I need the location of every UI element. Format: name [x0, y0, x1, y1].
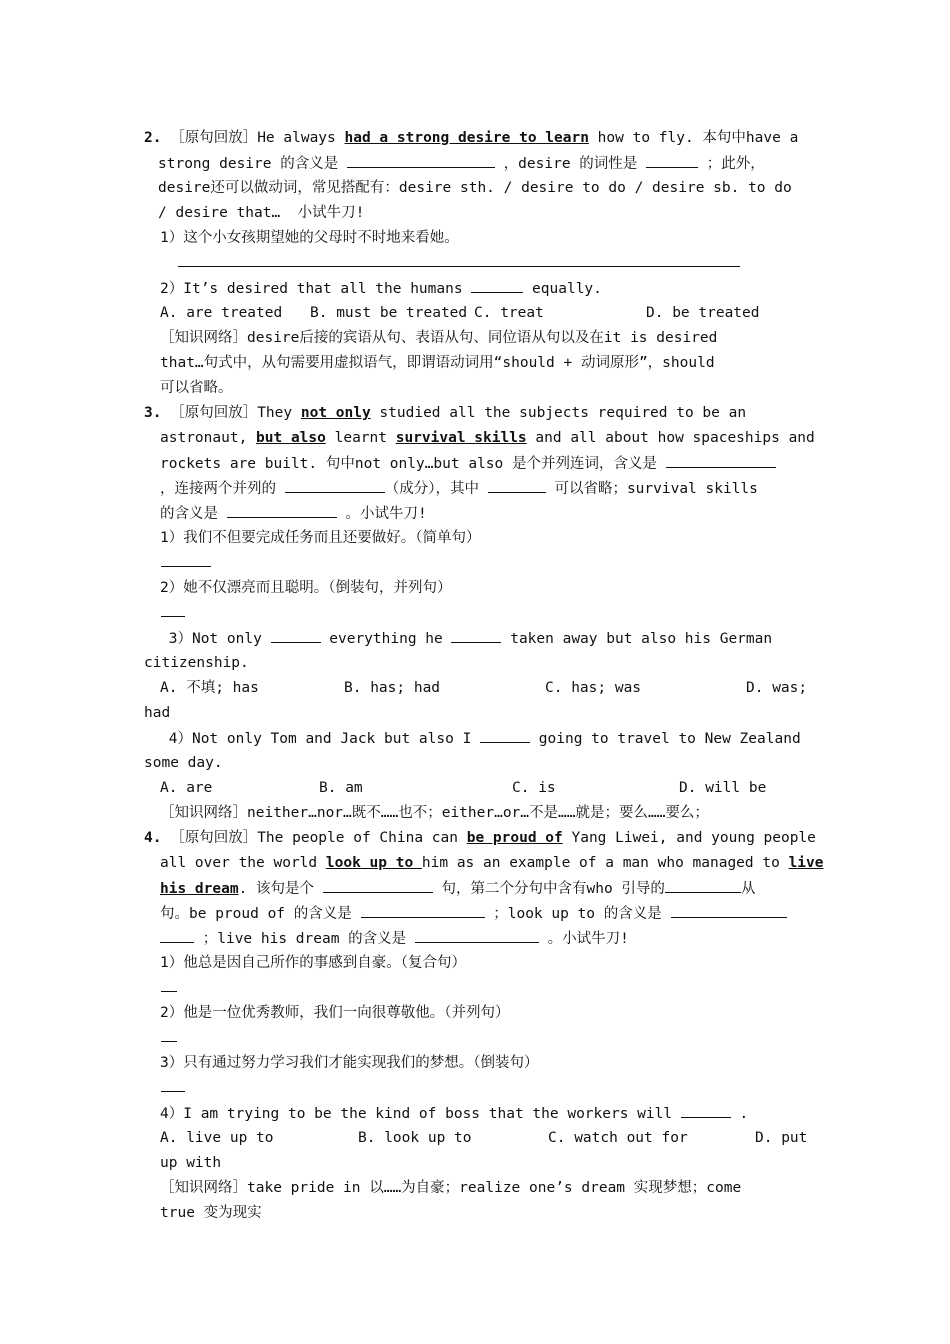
q3-ex4-option-d[interactable]: D. will be — [679, 780, 767, 796]
q4-line5 — [160, 928, 629, 949]
q2-knowledge-net-3: 可以省略。 — [160, 380, 233, 396]
q2-text: ［原句回放］He always — [170, 130, 345, 146]
q3-key-phrase: not only — [300, 405, 371, 421]
q4-line2 — [160, 853, 823, 873]
q3-line5 — [160, 503, 427, 524]
q4-option-a[interactable]: A. live up to — [160, 1130, 274, 1146]
q4-key-phrase: be proud of — [466, 830, 563, 846]
q3-blank-3a[interactable] — [271, 628, 321, 643]
q3-text: and all about how spaceships and — [526, 430, 815, 446]
q4-blank-4[interactable] — [681, 1103, 731, 1118]
q4-text: 句。be proud of 的含义是 — [160, 906, 361, 922]
q2-exercise1: 1）这个小女孩期望她的父母时不时地来看她。 — [160, 230, 459, 246]
q3-text: 4）Not only Tom and Jack but also I — [160, 731, 481, 747]
q3-exercise1: 1）我们不但要完成任务而且还要做好。（简单句） — [160, 530, 481, 546]
q3-number: 3. — [144, 405, 162, 421]
q2-blank-pos[interactable] — [646, 153, 698, 168]
q3-text: 可以省略；survival skills — [545, 481, 758, 497]
q3-ex4-option-c[interactable]: C. is — [512, 780, 556, 796]
q4-exercise3: 3）只有通过努力学习我们才能实现我们的梦想。（倒装句） — [160, 1055, 539, 1071]
q3-answer-line-2[interactable] — [161, 616, 185, 617]
q3-text: 。小试牛刀! — [336, 506, 427, 522]
q3-line1 — [144, 403, 746, 423]
q3-blank-meaning[interactable] — [666, 453, 776, 468]
q2-text: ；此外， — [698, 156, 765, 172]
q2-option-c[interactable]: C. treat — [474, 305, 544, 321]
q3-line3 — [160, 453, 776, 474]
q4-line3 — [160, 878, 755, 899]
q3-ex3-option-c[interactable]: C. has; was — [545, 680, 642, 696]
q2-line2 — [158, 153, 765, 174]
q4-blank-clause[interactable] — [665, 878, 741, 893]
q3-line4 — [160, 478, 758, 499]
q4-exercise4 — [160, 1103, 748, 1124]
q2-option-a[interactable]: A. are treated — [160, 305, 283, 321]
q2-text: strong desire 的含义是 — [158, 156, 347, 172]
q3-ex3-option-a[interactable]: A. 不填; has — [160, 680, 259, 696]
q3-text: astronaut, — [160, 430, 257, 446]
q3-text: ［原句回放］They — [170, 405, 301, 421]
q3-knowledge-net: ［知识网络］neither…nor…既不……也不；either…or…不是……就是；要么……要么； — [160, 805, 709, 821]
q2-text: ，desire 的词性是 — [494, 156, 647, 172]
q3-text: rockets are built. 句中not only…but also 是个并列连词，含义是 — [160, 456, 666, 472]
q4-option-d-cont: up with — [160, 1155, 222, 1171]
q2-text: equally. — [523, 281, 602, 297]
q3-text: everything he — [320, 631, 452, 647]
q3-text: 的含义是 — [160, 506, 227, 522]
q4-text: . — [730, 1106, 749, 1122]
q4-text: all over the world — [160, 855, 326, 871]
q3-key-phrase: but also — [256, 430, 326, 446]
q4-line1 — [144, 828, 816, 848]
q3-blank-4[interactable] — [480, 728, 530, 743]
q4-text: 句，第二个分句中含有who 引导的 — [432, 881, 665, 897]
q4-line4 — [160, 903, 787, 924]
q4-blank-proud[interactable] — [361, 903, 485, 918]
q4-key-phrase: look up to — [325, 855, 422, 871]
q4-blank-dream[interactable] — [415, 928, 539, 943]
q3-blank-omit[interactable] — [488, 478, 546, 493]
q4-text: ［原句回放］The people of China can — [170, 830, 467, 846]
q3-text: （成分），其中 — [384, 481, 488, 497]
q2-answer-line[interactable] — [178, 266, 740, 267]
q2-exercise2 — [160, 278, 602, 299]
q2-text: 2）It’s desired that all the humans — [160, 281, 472, 297]
q3-exercise2: 2）她不仅漂亮而且聪明。（倒装句，并列句） — [160, 580, 452, 596]
q4-knowledge-net-2: true 变为现实 — [160, 1205, 262, 1221]
q3-exercise3 — [160, 628, 772, 649]
q3-blank-component[interactable] — [285, 478, 385, 493]
q4-text: ；live his dream 的含义是 — [194, 931, 415, 947]
q2-line4: / desire that… 小试牛刀! — [158, 205, 365, 221]
q3-ex3-option-d[interactable]: D. was; — [746, 680, 808, 696]
q4-blank-lookup[interactable] — [671, 903, 787, 918]
q2-text: how to fly. 本句中have a — [588, 130, 799, 146]
q2-option-b[interactable]: B. must be treated — [310, 305, 468, 321]
q2-number: 2. — [144, 130, 162, 146]
q2-key-phrase: had a strong desire to learn — [344, 130, 589, 146]
q3-text: studied all the subjects required to be an — [370, 405, 747, 421]
q3-answer-line-1[interactable] — [161, 566, 211, 567]
q4-option-b[interactable]: B. look up to — [358, 1130, 472, 1146]
q3-exercise3-cont: citizenship. — [144, 655, 249, 671]
q4-blank-sentence-type[interactable] — [323, 878, 433, 893]
q4-answer-line-3[interactable] — [161, 1091, 185, 1092]
q3-ex4-option-a[interactable]: A. are — [160, 780, 213, 796]
q3-text: ，连接两个并列的 — [160, 481, 285, 497]
q4-text: 。小试牛刀! — [538, 931, 629, 947]
q4-exercise2: 2）他是一位优秀教师，我们一向很尊敬他。（并列句） — [160, 1005, 510, 1021]
q2-blank-meaning[interactable] — [347, 153, 495, 168]
q4-option-d[interactable]: D. put — [755, 1130, 808, 1146]
q4-text: ；look up to 的含义是 — [484, 906, 671, 922]
q4-text: him as an example of a man who managed to — [421, 855, 789, 871]
q2-knowledge-net-2: that…句式中，从句需要用虚拟语气，即谓语动词用“should + 动词原形”，should — [160, 355, 715, 371]
q4-key-phrase: live — [788, 855, 824, 871]
q4-blank-lookup-cont[interactable] — [160, 928, 194, 943]
q2-line1 — [144, 128, 798, 148]
q4-text: . 该句是个 — [238, 881, 323, 897]
q3-ex3-option-d-cont: had — [144, 705, 171, 721]
q3-line2 — [160, 428, 815, 448]
q4-key-phrase: his dream — [160, 881, 239, 897]
q4-answer-line-1[interactable] — [161, 991, 177, 992]
q4-exercise1: 1）他总是因自己所作的事感到自豪。（复合句） — [160, 955, 466, 971]
q4-text: Yang Liwei, and young people — [562, 830, 816, 846]
q3-text: 3）Not only — [160, 631, 271, 647]
q3-key-phrase: survival skills — [395, 430, 527, 446]
q3-text: going to travel to New Zealand — [530, 731, 801, 747]
q2-option-d[interactable]: D. be treated — [646, 305, 760, 321]
q4-option-c[interactable]: C. watch out for — [548, 1130, 688, 1146]
q4-number: 4. — [144, 830, 162, 846]
q3-ex3-option-b[interactable]: B. has; had — [344, 680, 441, 696]
q2-line3: desire还可以做动词，常见搭配有：desire sth. / desire to do / desire sb. to do — [158, 180, 792, 196]
q4-answer-line-2[interactable] — [161, 1041, 177, 1042]
q2-blank-answer[interactable] — [471, 278, 523, 293]
q3-ex4-option-b[interactable]: B. am — [319, 780, 363, 796]
q2-knowledge-net-1: ［知识网络］desire后接的宾语从句、表语从句、同位语从句以及在it is desired — [160, 330, 718, 346]
q3-text: taken away but also his German — [501, 631, 773, 647]
q4-text: 4）I am trying to be the kind of boss that the workers will — [160, 1106, 681, 1122]
q3-blank-3b[interactable] — [451, 628, 501, 643]
q4-knowledge-net-1: ［知识网络］take pride in 以……为自豪；realize one’s dream 实现梦想；come — [160, 1180, 742, 1196]
q3-exercise4-cont: some day. — [144, 755, 223, 771]
q4-text: 从 — [740, 881, 756, 897]
q3-text: learnt — [325, 430, 396, 446]
q3-exercise4 — [160, 728, 801, 749]
q3-blank-skills[interactable] — [227, 503, 337, 518]
